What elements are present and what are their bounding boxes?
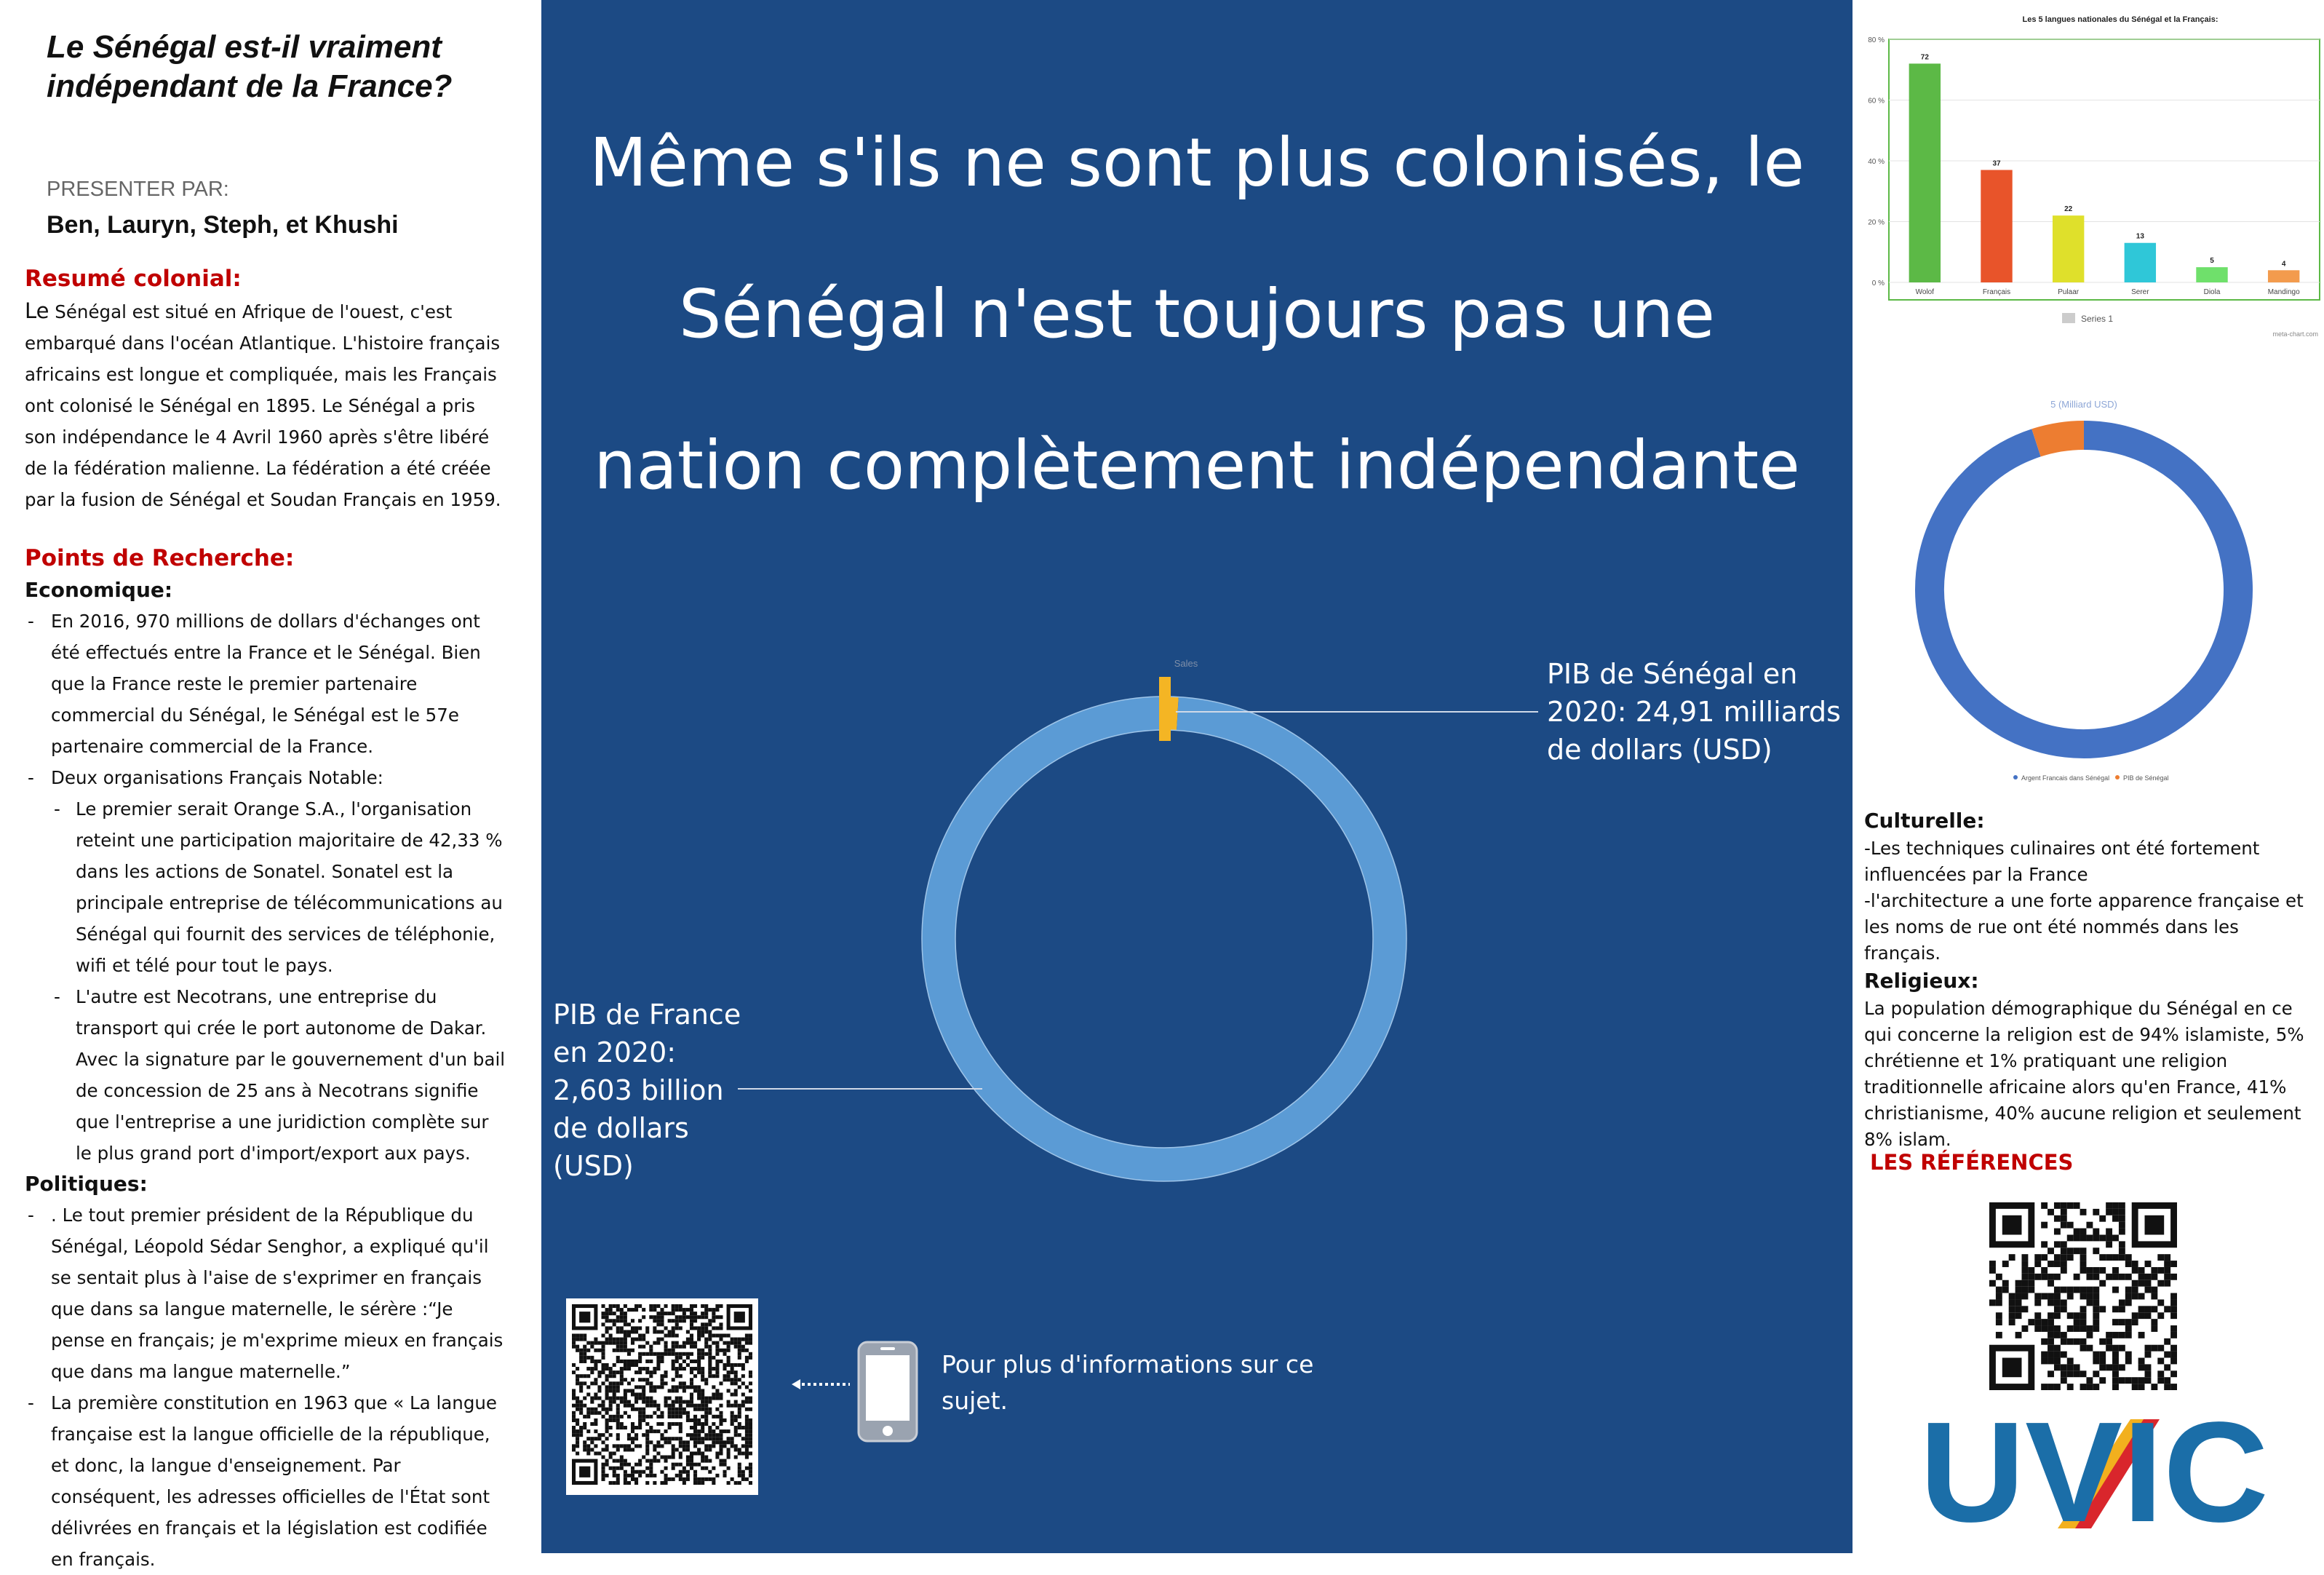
headline-line: Même s'ils ne sont plus colonisés, le	[589, 124, 1805, 202]
summary-body: Sénégal est situé en Afrique de l'ouest, c'est embarqué dans l'océan Atlantique. L'histoire français africains est longue et compliquée, mais les Français ont colonisé le Sénégal en 1895. Le Sénégal a pris son indépendance le 4 Avril 1960 après s'être libéré de la fédération malienne. La fédération a été créée par la fusion de Sénégal et Soudan Français en 1959.	[25, 301, 501, 510]
bar-value-label: 22	[2064, 205, 2073, 214]
bar-wolof	[1909, 63, 1941, 282]
presenter-label: PRESENTER PAR:	[47, 178, 229, 201]
bar-serer	[2125, 243, 2156, 282]
headline-line: Sénégal n'est toujours pas une	[679, 275, 1715, 353]
money-legend-2: PIB de Sénégal	[2123, 774, 2169, 782]
summary-lead: Le	[25, 298, 49, 323]
y-tick-label: 40 %	[1868, 158, 1885, 166]
bar-legend: Series 1	[2081, 314, 2114, 324]
qr-code-icon	[1983, 1197, 2183, 1396]
summary-heading: Resumé colonial:	[25, 266, 242, 292]
france-gdp-slice	[939, 713, 1390, 1165]
bar-value-label: 37	[1992, 159, 2001, 168]
money-slice-pib	[2036, 435, 2083, 443]
senegal-gdp-label: PIB de Sénégal en 2020: 24,91 milliards de dollars (USD)	[1547, 658, 1841, 766]
arrow-left-icon	[792, 1377, 850, 1392]
list-item-text: Deux organisations Français Notable:	[51, 767, 383, 788]
bar-diola	[2196, 267, 2227, 282]
qr-code-icon	[566, 1298, 758, 1495]
more-info-text: Pour plus d'informations sur ce sujet.	[942, 1350, 1314, 1415]
money-donut-chart	[1857, 393, 2311, 793]
right-body	[1864, 806, 2312, 1153]
info-qr-code[interactable]	[566, 1298, 758, 1495]
political-list	[25, 1199, 509, 1575]
list-item: - La première constitution en 1963 que « La langue française est la langue officielle de la république, et donc, la langue d'enseignement. Par conséquent, les adresses officielles de l'État sont délivrées en français et la législation est codifiée en français.	[25, 1387, 509, 1575]
culture-heading: Culturelle:	[1864, 809, 1985, 833]
languages-bar-chart	[1857, 6, 2321, 341]
poster-title: Le Sénégal est-il vraiment indépendant de la France?	[47, 29, 453, 104]
y-tick-label: 20 %	[1868, 218, 1885, 227]
headline-line: nation complètement indépendante	[594, 427, 1800, 504]
list-item	[25, 762, 509, 1169]
senegal-gdp-slice-exploded	[1159, 677, 1171, 741]
bar-value-label: 13	[2136, 232, 2144, 241]
bar-mandingo	[2268, 270, 2299, 282]
presenter-names: Ben, Lauryn, Steph, et Khushi	[47, 211, 399, 239]
list-item: - Le premier serait Orange S.A., l'organisation reteint une participation majoritaire de 42,33 % dans les actions de Sonatel. Sonatel est la principale entreprise de télécommunications au Sénégal qui fournit des services de téléphonie, wifi et télé pour tout le pays.	[51, 793, 509, 981]
gdp-series-label: Sales	[1174, 658, 1198, 669]
x-tick-label: Diola	[2203, 288, 2221, 296]
references-qr-code[interactable]	[1983, 1197, 2183, 1400]
religion-text: La population démographique du Sénégal en ce qui concerne la religion est de 94% islamiste, 5% chrétienne et 1% pratiquant une religion traditionnelle africaine alors qu'en France, 41% christianisme, 40% aucune religion et seulement 8% islam.	[1864, 998, 2304, 1150]
bar-value-label: 4	[2281, 260, 2286, 269]
x-tick-label: Pulaar	[2058, 288, 2080, 296]
bar-pulaar	[2053, 215, 2084, 282]
economic-heading: Economique:	[25, 578, 173, 602]
bar-value-label: 5	[2210, 257, 2214, 266]
organizations-list	[51, 793, 509, 1169]
bar-value-label: 72	[1920, 53, 1929, 62]
references-heading: LES RÉFÉRENCES	[1870, 1150, 2074, 1175]
money-data-label: 5 (Milliard USD)	[2050, 399, 2117, 410]
bar-français	[1981, 170, 2012, 282]
money-slice-argent	[1930, 435, 2238, 744]
plot-border	[1889, 39, 2320, 300]
uvic-logo-text: UVIC	[1919, 1412, 2269, 1528]
smartphone-icon	[856, 1339, 920, 1444]
legend-swatch	[2062, 313, 2075, 323]
culture-line: -Les techniques culinaires ont été fortement influencées par la France	[1864, 838, 2260, 885]
list-item: - L'autre est Necotrans, une entreprise du transport qui crée le port autonome de Dakar. Avec la signature par le gouvernement d'un bail de concession de 25 ans à Necotrans signifie que l'entreprise a une juridiction complète sur le plus grand port d'import/export aux pays.	[51, 981, 509, 1169]
research-heading: Points de Recherche:	[25, 545, 295, 571]
y-tick-label: 60 %	[1868, 97, 1885, 106]
list-item: - En 2016, 970 millions de dollars d'échanges ont été effectués entre la France et le Sénégal. Bien que la France reste le premier partenaire commercial du Sénégal, le Sénégal est le 57e partenaire commercial de la France.	[25, 606, 509, 762]
x-tick-label: Wolof	[1915, 288, 1935, 296]
political-heading: Politiques:	[25, 1172, 148, 1196]
culture-line: -l'architecture a une forte apparence française et les noms de rue ont été nommés dans les français.	[1864, 890, 2304, 964]
y-tick-label: 0 %	[1871, 279, 1885, 287]
uvic-logo	[1912, 1412, 2276, 1528]
x-tick-label: Mandingo	[2267, 288, 2300, 296]
france-gdp-label: PIB de France en 2020: 2,603 billion de dollars (USD)	[553, 999, 741, 1182]
economic-list	[25, 606, 509, 1169]
left-body	[25, 262, 509, 1575]
bar-chart-title: Les 5 langues nationales du Sénégal et la Français:	[2022, 15, 2218, 24]
summary-text	[25, 295, 509, 515]
x-tick-label: Français	[1982, 288, 2011, 296]
money-legend-1: Argent Francais dans Sénégal	[2021, 774, 2110, 782]
x-tick-label: Serer	[2131, 288, 2149, 296]
religion-heading: Religieux:	[1864, 969, 1979, 993]
chart-watermark: meta-chart.com	[2272, 330, 2318, 338]
list-item: - . Le tout premier président de la République du Sénégal, Léopold Sédar Senghor, a expliqué qu'il se sentait plus à l'aise de s'exprimer en français que dans sa langue maternelle, le sérère :“Je pense en français; je m'exprime mieux en français que dans ma langue maternelle.”	[25, 1199, 509, 1387]
y-tick-label: 80 %	[1868, 36, 1885, 44]
